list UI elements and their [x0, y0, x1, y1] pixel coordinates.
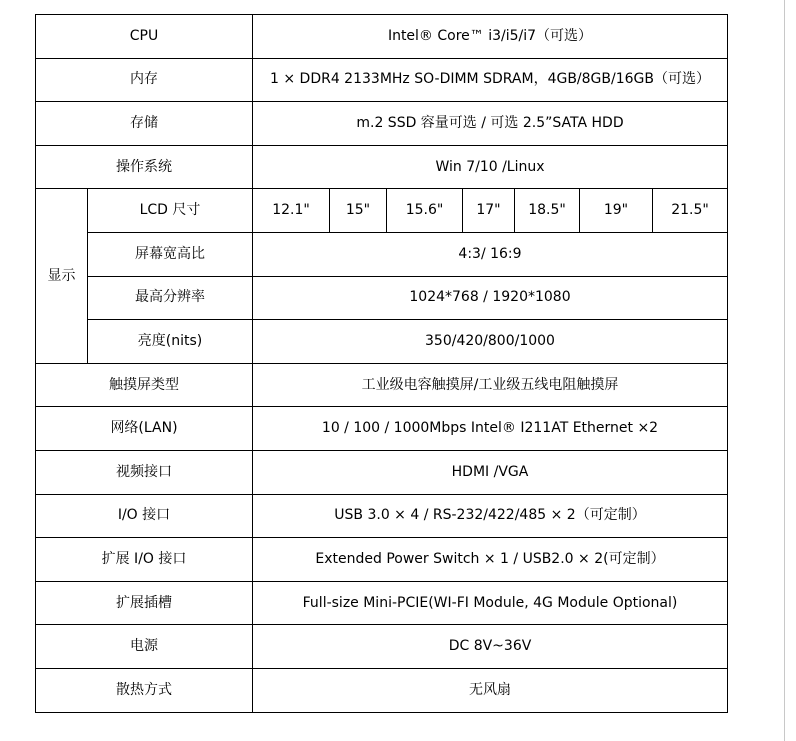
- table-row: [36, 276, 728, 320]
- spec-label: 最高分辨率: [88, 276, 253, 320]
- spec-label: 网络(LAN): [36, 407, 253, 451]
- spec-value: 4:3/ 16:9: [253, 232, 728, 276]
- spec-label: 操作系统: [36, 145, 253, 189]
- spec-label: 触摸屏类型: [36, 363, 253, 407]
- table-row: [36, 407, 728, 451]
- spec-label: 扩展插槽: [36, 581, 253, 625]
- lcd-size-cell: 15": [330, 189, 387, 233]
- spec-label: 存储: [36, 102, 253, 146]
- spec-label: 亮度(nits): [88, 320, 253, 364]
- lcd-size-label: LCD 尺寸: [88, 189, 253, 233]
- table-row: [36, 189, 728, 233]
- lcd-size-cell: 21.5": [653, 189, 728, 233]
- spec-label: 屏幕宽高比: [88, 232, 253, 276]
- spec-value: Full-size Mini-PCIE(WI-FI Module, 4G Module Optional): [253, 581, 728, 625]
- lcd-size-cell: 15.6": [387, 189, 463, 233]
- spec-label: 视频接口: [36, 450, 253, 494]
- spec-value: 1024*768 / 1920*1080: [253, 276, 728, 320]
- spec-value: Extended Power Switch × 1 / USB2.0 × 2(可定制）: [253, 538, 728, 582]
- lcd-size-cell: 12.1": [253, 189, 330, 233]
- table-row: [36, 625, 728, 669]
- table-row: [36, 581, 728, 625]
- spec-value: 350/420/800/1000: [253, 320, 728, 364]
- spec-value: USB 3.0 × 4 / RS-232/422/485 × 2（可定制）: [253, 494, 728, 538]
- spec-value: 1 × DDR4 2133MHz SO-DIMM SDRAM，4GB/8GB/16GB（可选）: [253, 58, 728, 102]
- spec-value: 工业级电容触摸屏/工业级五线电阻触摸屏: [253, 363, 728, 407]
- spec-value: Intel® Core™ i3/i5/i7（可选）: [253, 15, 728, 59]
- spec-label: I/O 接口: [36, 494, 253, 538]
- table-row: [36, 538, 728, 582]
- spec-label: 内存: [36, 58, 253, 102]
- table-row: [36, 320, 728, 364]
- spec-value: 10 / 100 / 1000Mbps Intel® I211AT Ethernet ×2: [253, 407, 728, 451]
- table-row: [36, 668, 728, 712]
- spec-value: HDMI /VGA: [253, 450, 728, 494]
- spec-label: 扩展 I/O 接口: [36, 538, 253, 582]
- spec-label: 电源: [36, 625, 253, 669]
- spec-label: CPU: [36, 15, 253, 59]
- lcd-size-cell: 19": [580, 189, 653, 233]
- table-row: [36, 450, 728, 494]
- table-row: [36, 58, 728, 102]
- spec-label: 散热方式: [36, 668, 253, 712]
- spec-value: Win 7/10 /Linux: [253, 145, 728, 189]
- lcd-size-cell: 17": [463, 189, 515, 233]
- lcd-size-cell: 18.5": [515, 189, 580, 233]
- spec-value: 无风扇: [253, 668, 728, 712]
- table-row: [36, 102, 728, 146]
- display-group-label: 显示: [36, 189, 88, 363]
- table-row: [36, 145, 728, 189]
- table-row: [36, 15, 728, 59]
- page-edge: [784, 0, 785, 741]
- spec-value: DC 8V~36V: [253, 625, 728, 669]
- table-row: [36, 232, 728, 276]
- spec-table: [35, 14, 728, 713]
- spec-value: m.2 SSD 容量可选 / 可选 2.5”SATA HDD: [253, 102, 728, 146]
- table-row: [36, 363, 728, 407]
- table-row: [36, 494, 728, 538]
